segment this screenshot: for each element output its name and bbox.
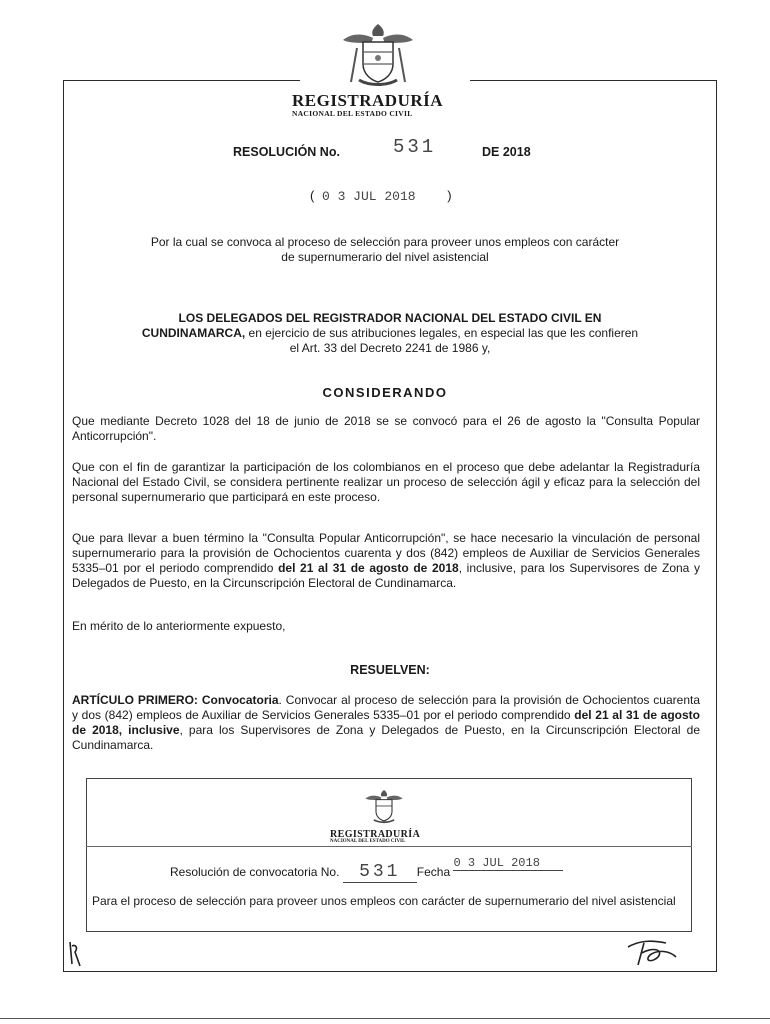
article-label: ARTÍCULO PRIMERO: Convocatoria bbox=[72, 693, 279, 707]
considerando-paragraph-1: Que mediante Decreto 1028 del 18 de junio de 2018 se se convocó para el 26 de agosto la "Consulta Popular Anticorrupción". bbox=[72, 414, 700, 443]
resolution-year: DE 2018 bbox=[482, 145, 531, 159]
brand-name: REGISTRADURÍA bbox=[292, 91, 444, 110]
resolution-number: 531 bbox=[393, 136, 437, 158]
considerando-paragraph-4: En mérito de lo anteriormente expuesto, bbox=[72, 619, 286, 633]
footer-brand-block bbox=[330, 829, 470, 844]
initials-signature-icon bbox=[66, 938, 86, 968]
convocatoria-number: 531 bbox=[343, 862, 417, 883]
considerando-heading: CONSIDERANDO bbox=[322, 385, 448, 400]
considerando-paragraph-2: Que con el fin de garantizar la participación de los colombianos en el proceso que debe adelantar la Registraduría Nacional del Estado Civil, se considera pertinente realizar un proceso de selección ágil y eficaz para la selección del personal supernumerario que participará en este proceso. bbox=[72, 460, 700, 504]
fecha-value: 0 3 JUL 2018 bbox=[453, 856, 563, 871]
footer-brand-name: REGISTRADURÍA bbox=[330, 829, 421, 840]
considerando-3-text-a: Que para llevar a buen término la "Consulta Popular Anticorrupción", se hace necesario la vinculación de personal supernumerario para la provisión de Ochocientos cuarenta y dos (842) empleos de Auxiliar de Servicios Generales 5335–01 por el periodo comprendido bbox=[72, 531, 700, 575]
fecha-label: Fecha bbox=[416, 865, 451, 879]
issuer-powers: en ejercicio de sus atribuciones legales, en especial las que les confieren el Art. 33 del Decreto 2241 de 1986 y, bbox=[245, 326, 639, 355]
colombia-coat-of-arms-small-icon bbox=[360, 786, 408, 826]
date-open-paren: ( bbox=[310, 188, 315, 203]
colombia-coat-of-arms-icon bbox=[333, 18, 423, 90]
footer-subject: Para el proceso de selección para proveer unos empleos con carácter de supernumerario del nivel asistencial bbox=[92, 894, 676, 908]
handwritten-signature-icon bbox=[622, 935, 682, 969]
date-stamp: 0 3 JUL 2018 bbox=[321, 189, 416, 204]
convocatoria-line bbox=[170, 856, 563, 883]
date-close-paren: ) bbox=[447, 188, 452, 203]
resolution-label: RESOLUCIÓN No. bbox=[233, 145, 340, 159]
considerando-paragraph-3 bbox=[72, 531, 700, 591]
footer-box-divider bbox=[86, 846, 692, 847]
resuelven-heading: RESUELVEN: bbox=[350, 663, 430, 677]
considerando-3-text-c: , inclusive, para los Supervisores de Zona y Delegados de Puesto, en la Circunscripción Electoral de Cundinamarca. bbox=[72, 561, 700, 590]
resolution-date bbox=[310, 188, 452, 204]
convocatoria-label: Resolución de convocatoria No. bbox=[170, 865, 340, 879]
brand-block bbox=[292, 91, 472, 118]
considerando-3-period: del 21 al 31 de agosto de 2018 bbox=[278, 561, 459, 575]
brand-subtitle: NACIONAL DEL ESTADO CIVIL bbox=[292, 109, 413, 118]
article-text-c: , para los Supervisores de Zona y Delegados de Puesto, en la Circunscripción Electoral de Cundinamarca. bbox=[72, 723, 701, 752]
article-first bbox=[72, 693, 700, 753]
article-text-a: . Convocar al proceso de selección para la provisión de Ochocientos cuarenta y dos (842) empleos de Auxiliar de Servicios Generales 5335–01 por el periodo comprendido bbox=[72, 693, 701, 722]
issuer-name: LOS DELEGADOS DEL REGISTRADOR NACIONAL DEL ESTADO CIVIL EN CUNDINAMARCA, bbox=[141, 311, 602, 340]
footer-brand-subtitle: NACIONAL DEL ESTADO CIVIL bbox=[330, 839, 406, 844]
resolution-subject: Por la cual se convoca al proceso de selección para proveer unos empleos con carácter de supernumerario del nivel asistencial bbox=[150, 235, 620, 264]
article-period: del 21 al 31 de agosto de 2018, inclusive bbox=[72, 708, 700, 737]
issuer-paragraph bbox=[140, 311, 640, 356]
page-bottom-edge bbox=[0, 1018, 770, 1019]
